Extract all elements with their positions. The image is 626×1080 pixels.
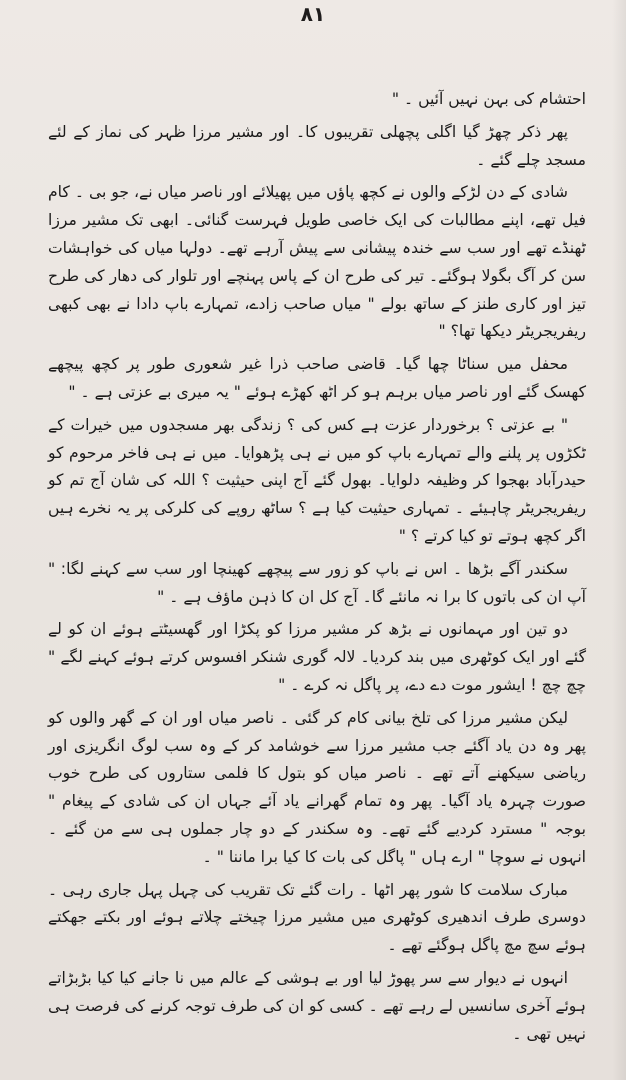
paragraph: سکندر آگے بڑھا ۔ اس نے باپ کو زور سے پیچھے کھینچا اور سب سے کہنے لگا: " آپ ان کی باتوں کا برا نہ مانئے گا۔ آج کل ان کا ذہن ماؤف ہے ۔ "	[48, 559, 586, 606]
paragraph: لیکن مشیر مرزا کی تلخ بیانی کام کر گئی ۔ ناصر میاں اور ان کے گھر والوں کو پھر وہ دن یاد آگئے جب مشیر مرزا سے خوشامد کر کے وہ سب لوگ انگریزی اور ریاضی سیکھنے آتے تھے ۔ ناصر میاں کو بتول کا فلمی ستاروں کی طرح خوب صورت چہرہ یاد آگیا۔ پھر وہ تمام گھرانے یاد آئے جہاں ان کی شادی کے پیغام " بوجہ " مسترد کردیے گئے تھے۔ وہ سکندر کے دو چار جملوں ہی سے من گئے ۔ انہوں نے سوچا " ارے ہاں " پاگل کی بات کا کیا برا ماننا " ۔	[48, 708, 586, 866]
paragraph: " بے عزتی ؟ برخوردار عزت ہے کس کی ؟ زندگی بھر مسجدوں میں خیرات کے ٹکڑوں پر پلنے والے تمہارے باپ کو میں نے ہی پڑھوایا۔ میں نے ہی فاخر مرحوم کو حیدرآباد بھجوا کر وظیفہ دلوایا۔ بھول گئے آج اپنی حیثیت ؟ اللہ کی شان آج تم کو ریفریجریٹر چاہیئے ۔ تمہاری حیثیت کیا ہے ؟ ساٹھ روپے کی کلرکی پر یہ نخرے ہیں اگر کچھ ہوتے تو کیا کرتے ؟ "	[48, 415, 586, 545]
paragraph: پھر ذکر چھڑ گیا اگلی پچھلی تقریبوں کا۔ اور مشیر مرزا ظہر کی نماز کے لئے مسجد چلے گئے ۔	[48, 122, 586, 169]
paragraph: شادی کے دن لڑکے والوں نے کچھ پاؤں میں پھیلائے اور ناصر میاں نے، جو بی ۔ کام فیل تھے، اپنے مطالبات کی ایک خاصی طویل فہرست گنائی۔ ابھی تک مشیر مرزا ٹھنڈے تھے اور سب سے خندہ پیشانی سے پیش آرہے تھے۔ دولہا میاں کی خواہشات سن کر آگ بگولا ہوگئے۔ تیر کی طرح ان کے پاس پہنچے اور تلوار کی دھار کی طرح تیز اور کاری طنز کے ساتھ بولے " میاں صاحب زادے، تمہارے باپ دادا نے بھی کبھی ریفریجریٹر دیکھا تھا؟ "	[48, 183, 586, 341]
paragraph: مبارک سلامت کا شور پھر اٹھا ۔ رات گئے تک تقریب کی چہل پہل جاری رہی ۔ دوسری طرف اندھیری کوٹھری میں مشیر مرزا چیختے چلاتے ہوئے اور بکتے جھکتے ہوئے سچ مچ پاگل ہوگئے تھے ۔	[48, 880, 586, 955]
paragraph: احتشام کی بہن نہیں آئیں ۔ "	[391, 90, 586, 108]
urdu-text-block	[48, 86, 586, 1053]
paragraph: دو تین اور مہمانوں نے بڑھ کر مشیر مرزا کو پکڑا اور گھسیٹتے ہوئے ان کو لے گئے اور ایک کوٹھری میں بند کردیا۔ لالہ گوری شنکر افسوس کرتے ہوئے کہنے لگے " چچ چچ ! ایشور موت دے دے، پر پاگل نہ کرے ۔ "	[48, 620, 586, 694]
page-edge-shadow	[612, 0, 626, 1080]
paragraph: انہوں نے دیوار سے سر پھوڑ لیا اور بے ہوشی کے عالم میں نا جانے کیا کیا بڑبڑاتے ہوئے آخری سانسیں لے رہے تھے ۔ کسی کو ان کی طرف توجہ کرنے کی فرصت ہی نہیں تھی ۔	[48, 968, 586, 1043]
paragraph: محفل میں سناٹا چھا گیا۔ قاضی صاحب ذرا غیر شعوری طور پر کچھ پیچھے کھسک گئے اور ناصر میاں برہم ہو کر اٹھ کھڑے ہوئے " یہ میری بے عزتی ہے ۔ "	[48, 355, 586, 401]
page-number: ۸۱	[300, 2, 326, 26]
